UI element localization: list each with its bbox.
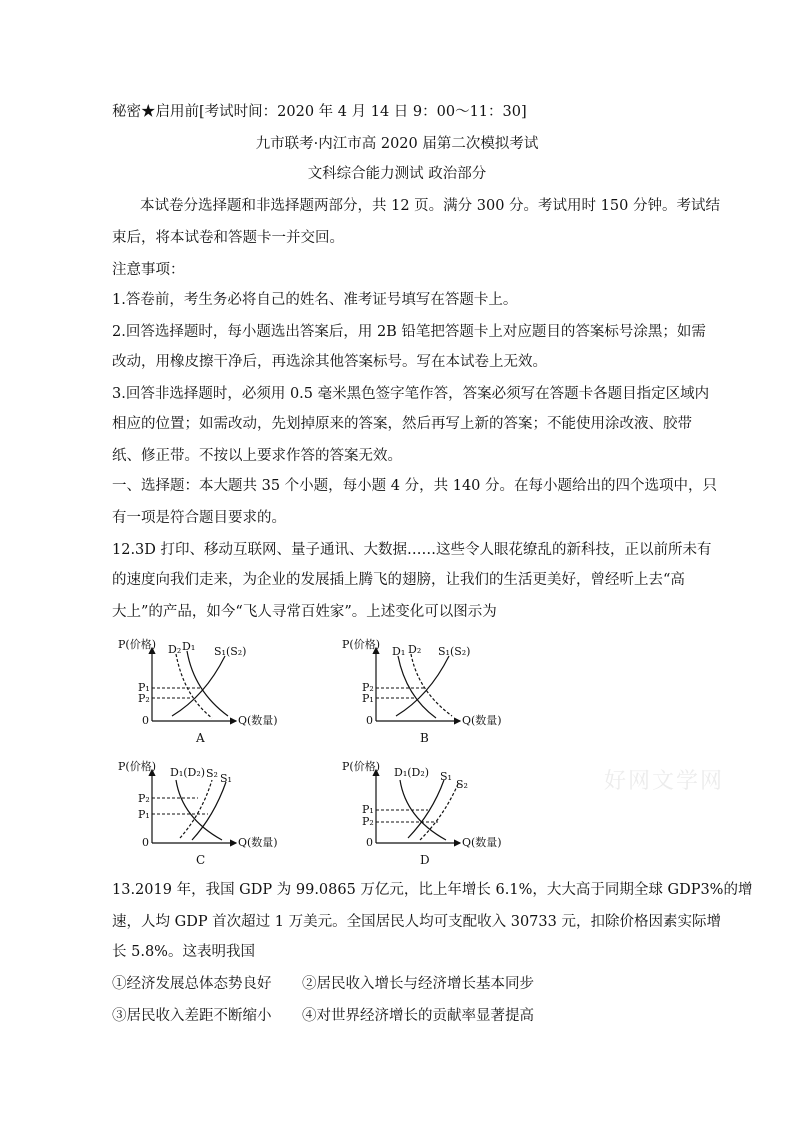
q13-option-4: ④对世界经济增长的贡献率显著提高 bbox=[302, 1008, 534, 1024]
note-item-3-line-3: 纸、修正带。不按以上要求作答的答案无效。 bbox=[112, 448, 402, 464]
exam-title: 九市联考·内江市高 2020 届第二次模拟考试 bbox=[255, 136, 539, 152]
q12-line-2: 的速度向我们走来，为企业的发展插上腾飞的翅膀，让我们的生活更美好，曾经听上去“高 bbox=[112, 572, 685, 588]
note-item-3-line-2: 相应的位置；如需改动，先划掉原来的答案，然后再写上新的答案；不能使用涂改液、胶带 bbox=[112, 416, 692, 432]
confidential-header: 秘密★启用前[考试时间：2020 年 4 月 14 日 9：00～11：30] bbox=[112, 104, 527, 120]
watermark: 好网文学网 bbox=[604, 769, 725, 794]
graph-c-option: C bbox=[196, 853, 206, 867]
q13-line-3: 长 5.8%。这表明我国 bbox=[112, 944, 255, 960]
graph-b-origin: 0 bbox=[366, 714, 373, 727]
graph-c bbox=[110, 758, 300, 872]
graph-a-d-left: D₂ bbox=[168, 643, 182, 656]
q13-option-1: ①经济发展总体态势良好 bbox=[112, 976, 272, 992]
graph-d-p-top: P₁ bbox=[362, 803, 374, 816]
graph-c-p-bottom: P₁ bbox=[138, 808, 150, 821]
graph-b-xlabel: Q(数量) bbox=[462, 714, 502, 727]
graph-d-option: D bbox=[420, 853, 430, 867]
graph-c-ylabel: P(价格) bbox=[118, 760, 156, 773]
graph-d-s-left: S₁ bbox=[440, 770, 452, 783]
graph-a-origin: 0 bbox=[142, 714, 149, 727]
q12-line-3: 大上”的产品，如今“飞人寻常百姓家”。上述变化可以图示为 bbox=[112, 604, 497, 620]
graph-c-s-right: S₁ bbox=[220, 772, 232, 785]
graph-b-d-right: D₂ bbox=[408, 643, 422, 656]
graph-a bbox=[110, 636, 300, 750]
q13-option-3: ③居民收入差距不断缩小 bbox=[112, 1008, 272, 1024]
graph-b-p-bottom: P₁ bbox=[362, 692, 374, 705]
note-item-2-line-2: 改动，用橡皮擦干净后，再选涂其他答案标号。写在本试卷上无效。 bbox=[112, 354, 547, 370]
graph-d-origin: 0 bbox=[366, 836, 373, 849]
section-1-line-2: 有一项是符合题目要求的。 bbox=[112, 510, 286, 526]
graph-d bbox=[334, 758, 524, 872]
graph-a-p-top: P₁ bbox=[138, 681, 150, 694]
graph-b-ylabel: P(价格) bbox=[342, 638, 380, 651]
graph-b-p-top: P₂ bbox=[362, 681, 374, 694]
graph-b bbox=[334, 636, 524, 750]
graph-a-s-label: S₁(S₂) bbox=[214, 645, 247, 658]
graph-a-ylabel: P(价格) bbox=[118, 638, 156, 651]
note-item-3-line-1: 3.回答非选择题时，必须用 0.5 毫米黑色签字笔作答，答案必须写在答题卡各题目指定区域内 bbox=[112, 386, 710, 402]
intro-line-2: 束后，将本试卷和答题卡一并交回。 bbox=[112, 230, 344, 246]
intro-line-1: 本试卷分选择题和非选择题两部分，共 12 页。满分 300 分。考试用时 150 分钟。考试结 bbox=[140, 198, 720, 214]
graph-c-xlabel: Q(数量) bbox=[238, 836, 278, 849]
graph-c-d-label: D₁(D₂) bbox=[170, 766, 206, 779]
graph-a-d-right: D₁ bbox=[182, 640, 196, 653]
notes-heading: 注意事项： bbox=[112, 262, 185, 278]
graph-d-ylabel: P(价格) bbox=[342, 760, 380, 773]
graph-c-p-top: P₂ bbox=[138, 792, 150, 805]
graph-d-d-label: D₁(D₂) bbox=[394, 766, 430, 779]
graph-d-s-right: S₂ bbox=[456, 778, 468, 791]
note-item-1: 1.答卷前，考生务必将自己的姓名、准考证号填写在答题卡上。 bbox=[112, 292, 518, 308]
graph-c-supply-new bbox=[180, 780, 212, 838]
graph-b-option: B bbox=[420, 731, 429, 745]
graph-a-option: A bbox=[196, 731, 205, 745]
graph-d-p-bottom: P₂ bbox=[362, 815, 374, 828]
graph-b-s-label: S₁(S₂) bbox=[438, 645, 471, 658]
graph-d-xlabel: Q(数量) bbox=[462, 836, 502, 849]
exam-subtitle: 文科综合能力测试 政治部分 bbox=[307, 166, 487, 182]
graph-c-s-left: S₂ bbox=[206, 767, 218, 780]
graph-d-supply-old bbox=[408, 780, 444, 838]
graph-b-demand-old bbox=[398, 656, 436, 718]
graph-a-p-bottom: P₂ bbox=[138, 692, 150, 705]
q13-line-1: 13.2019 年，我国 GDP 为 99.0865 万亿元，比上年增长 6.1%，大大高于同期全球 GDP3%的增 bbox=[112, 882, 753, 898]
q13-option-2: ②居民收入增长与经济增长基本同步 bbox=[302, 976, 534, 992]
note-item-2-line-1: 2.回答选择题时，每小题选出答案后，用 2B 铅笔把答题卡上对应题目的答案标号涂黑；如需 bbox=[112, 324, 706, 340]
graph-b-d-left: D₁ bbox=[392, 645, 406, 658]
graph-a-xlabel: Q(数量) bbox=[238, 714, 278, 727]
section-1-line-1: 一、选择题：本大题共 35 个小题，每小题 4 分，共 140 分。在每小题给出的四个选项中，只 bbox=[112, 478, 718, 494]
q12-line-1: 12.3D 打印、移动互联网、量子通讯、大数据……这些令人眼花缭乱的新科技，正以前所未有 bbox=[112, 542, 712, 558]
graph-c-origin: 0 bbox=[142, 836, 149, 849]
q13-line-2: 速，人均 GDP 首次超过 1 万美元。全国居民人均可支配收入 30733 元，扣除价格因素实际增 bbox=[112, 914, 721, 930]
